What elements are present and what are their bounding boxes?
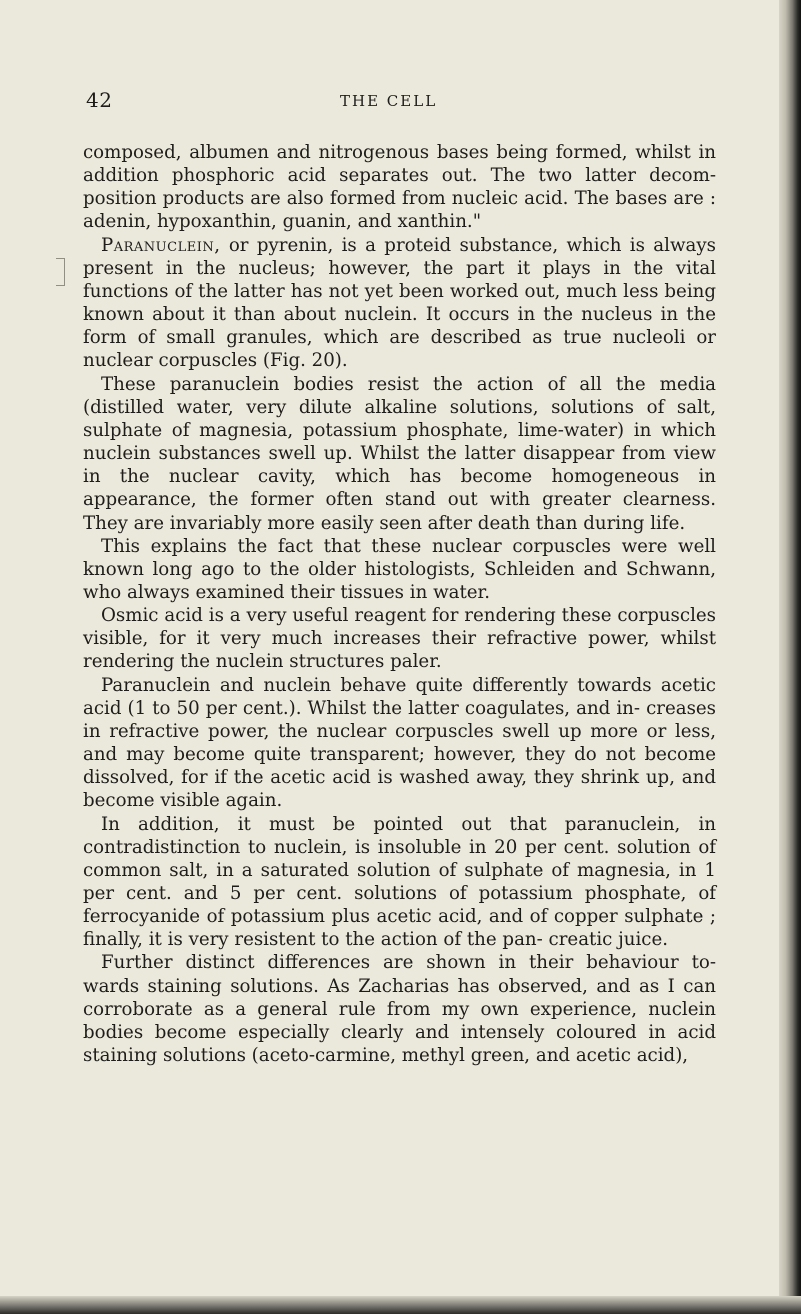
paragraph-2 bbox=[83, 234, 716, 373]
page-number: 42 bbox=[86, 88, 113, 112]
paragraph-3: These paranuclein bodies resist the action of all the media (distilled water, very dilute alkaline solutions, solutions of salt, sulphate of magnesia, potassium phosphate, lime-water) in which nuclein substances swell up. Whilst the latter disappear from view in the nuclear cavity, which has become homogeneous in appearance, the former often stand out with greater clearness. They are invariably more easily seen after death than during life. bbox=[83, 373, 716, 534]
paragraph-1: composed, albumen and nitrogenous bases being formed, whilst in addition phosphoric acid separates out. The two latter decom- position products are also formed from nucleic acid. The bases are : adenin, hypoxanthin, guanin, and xanthin." bbox=[83, 142, 716, 233]
paragraph-2-lead: Paranuclein, bbox=[101, 234, 221, 256]
page-bottom-edge bbox=[0, 1296, 801, 1314]
paragraph-2-text: or pyrenin, is a proteid substance, which is always present in the nucleus; however, the part it plays in the vital functions of the latter has not yet been worked out, much less being known about it than about nuclein. It occurs in the nucleus in the form of small granules, which are described as true nucleoli or nuclear corpuscles (Fig. 20). bbox=[83, 234, 716, 372]
paragraph-5: Osmic acid is a very useful reagent for rendering these corpuscles visible, for it very much increases their refractive power, whilst rendering the nuclein structures paler. bbox=[83, 605, 716, 673]
paragraph-6: Paranuclein and nuclein behave quite differently towards acetic acid (1 to 50 per cent.). Whilst the latter coagulates, and in- creases in refractive power, the nuclear corpuscles swell up more or less, and may become quite transparent; however, they do not become dissolved, for if the acetic acid is washed away, they shrink up, and become visible again. bbox=[83, 674, 716, 812]
paragraph-7: In addition, it must be pointed out that paranuclein, in contradistinction to nuclein, is insoluble in 20 per cent. solution of common salt, in a saturated solution of sulphate of magnesia, in 1 per cent. and 5 per cent. solutions of potassium phosphate, of ferrocyanide of potassium plus acetic acid, and of copper sulphate ; finally, it is very resistent to the action of the pan- creatic juice. bbox=[83, 813, 716, 951]
running-head: THE CELL bbox=[340, 92, 438, 110]
binding-shadow bbox=[779, 0, 801, 1314]
margin-bracket-mark bbox=[56, 258, 65, 286]
paragraph-4: This explains the fact that these nuclear corpuscles were well known long ago to the older histologists, Schleiden and Schwann, who always examined their tissues in water. bbox=[83, 535, 716, 603]
body-text bbox=[83, 141, 716, 1067]
paragraph-8: Further distinct differences are shown in their behaviour to- wards staining solutions. As Zacharias has observed, and as I can corroborate as a general rule from my own experience, nuclein bodies become especially clearly and intensely coloured in acid staining solutions (aceto-carmine, methyl green, and acetic acid), bbox=[83, 952, 716, 1067]
